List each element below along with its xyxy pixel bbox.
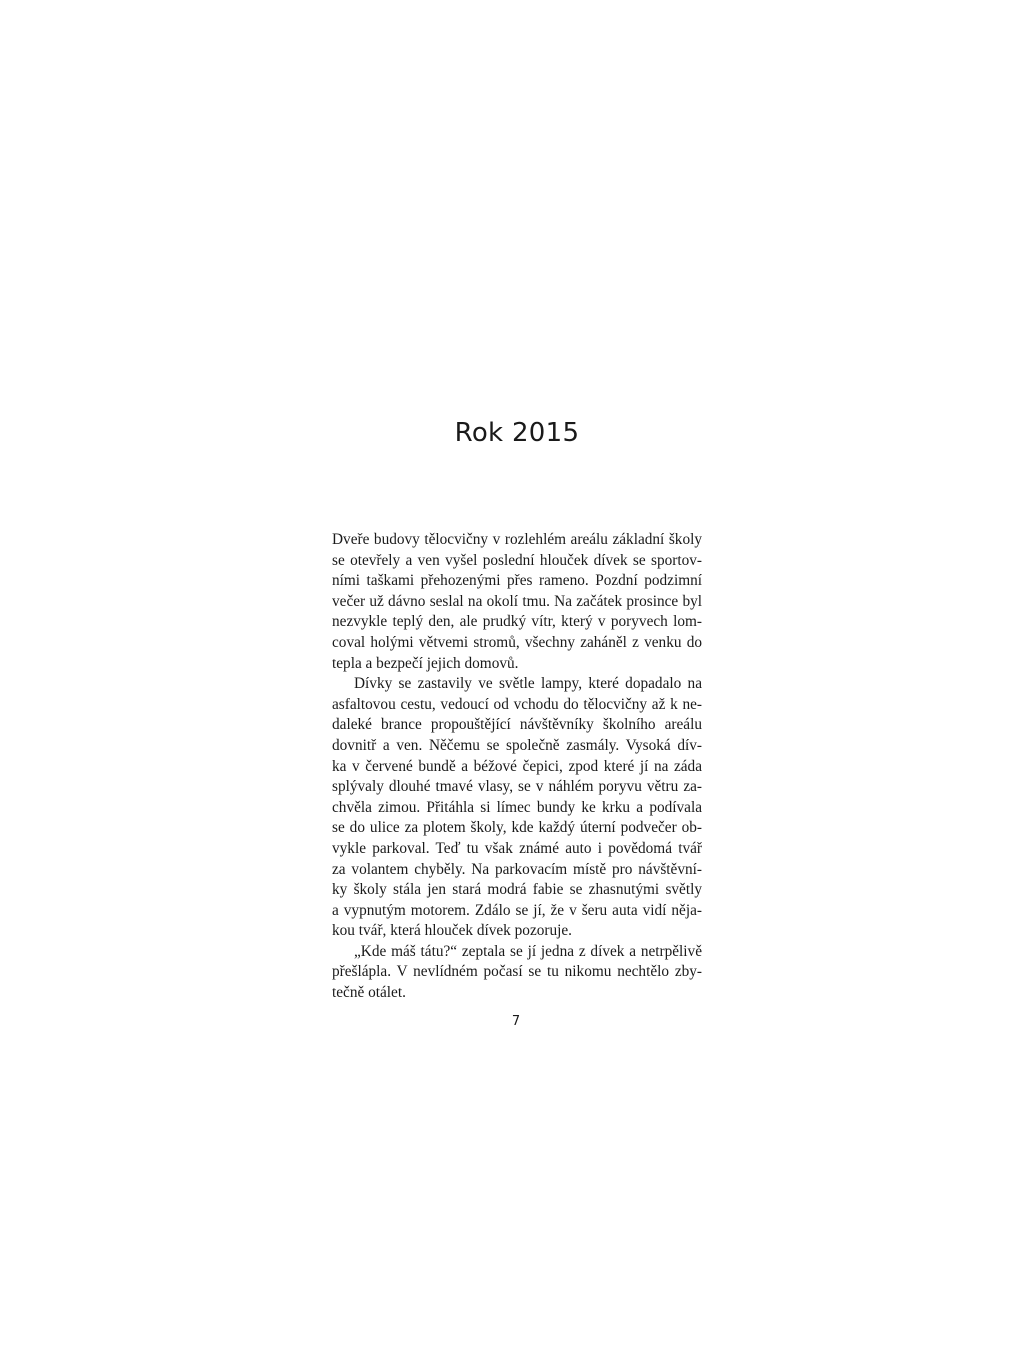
text-line: Dívky se zastavily ve světle lampy, které dopadalo na: [354, 675, 702, 693]
page-number: 7: [511, 1014, 521, 1029]
chapter-title: Rok 2015: [454, 418, 580, 448]
text-line: splývaly dlouhé tmavé vlasy, se v náhlém poryvu větru za-: [332, 778, 702, 796]
text-line: tepla a bezpečí jejich domovů.: [332, 654, 519, 672]
text-line: tečně otálet.: [332, 984, 406, 1002]
text-line: ky školy stála jen stará modrá fabie se zhasnutými světly: [332, 881, 702, 899]
text-line: asfaltovou cestu, vedoucí od vchodu do tělocvičny až k ne-: [332, 695, 702, 713]
text-line: večer už dávno seslal na okolí tmu. Na začátek prosince byl: [332, 592, 702, 610]
text-line: vykle parkoval. Teď tu však známé auto i povědomá tvář: [332, 839, 702, 857]
text-line: nezvykle teplý den, ale prudký vítr, který v poryvech lom-: [332, 613, 702, 631]
text-line: se do ulice za plotem školy, kde každý úterní podvečer ob-: [332, 819, 702, 837]
text-line: Dveře budovy tělocvičny v rozlehlém areálu základní školy: [332, 531, 702, 548]
text-line: „Kde máš tátu?“ zeptala se jí jedna z dívek a netrpělivě: [354, 942, 702, 960]
text-line: coval holými větvemi stromů, všechny zaháněl z venku do: [332, 633, 702, 651]
paragraph-1: [332, 530, 702, 674]
text-line: se otevřely a ven vyšel poslední hlouček dívek se sportov-: [332, 551, 702, 569]
body-text: [332, 530, 702, 1004]
text-line: daleké brance propouštějící návštěvníky školního areálu: [332, 716, 702, 734]
text-line: dovnitř a ven. Něčemu se společně zasmály. Vysoká dív-: [332, 736, 702, 754]
text-line: a vypnutým motorem. Zdálo se jí, že v šeru auta vidí něja-: [332, 901, 702, 919]
text-line: ka v červené bundě a béžové čepici, zpod které jí na záda: [332, 757, 702, 775]
text-line: ními taškami přehozenými přes rameno. Pozdní podzimní: [332, 572, 702, 590]
text-line: za volantem chyběly. Na parkovacím místě pro návštěvní-: [332, 860, 702, 878]
paragraph-3: [332, 942, 702, 1004]
paragraph-2: [332, 674, 702, 942]
text-line: chvěla zimou. Přitáhla si límec bundy ke krku a podívala: [332, 798, 702, 816]
text-line: kou tvář, která hlouček dívek pozoruje.: [332, 922, 572, 940]
text-line: přešlápla. V nevlídném počasí se tu nikomu nechtělo zby-: [332, 963, 702, 981]
